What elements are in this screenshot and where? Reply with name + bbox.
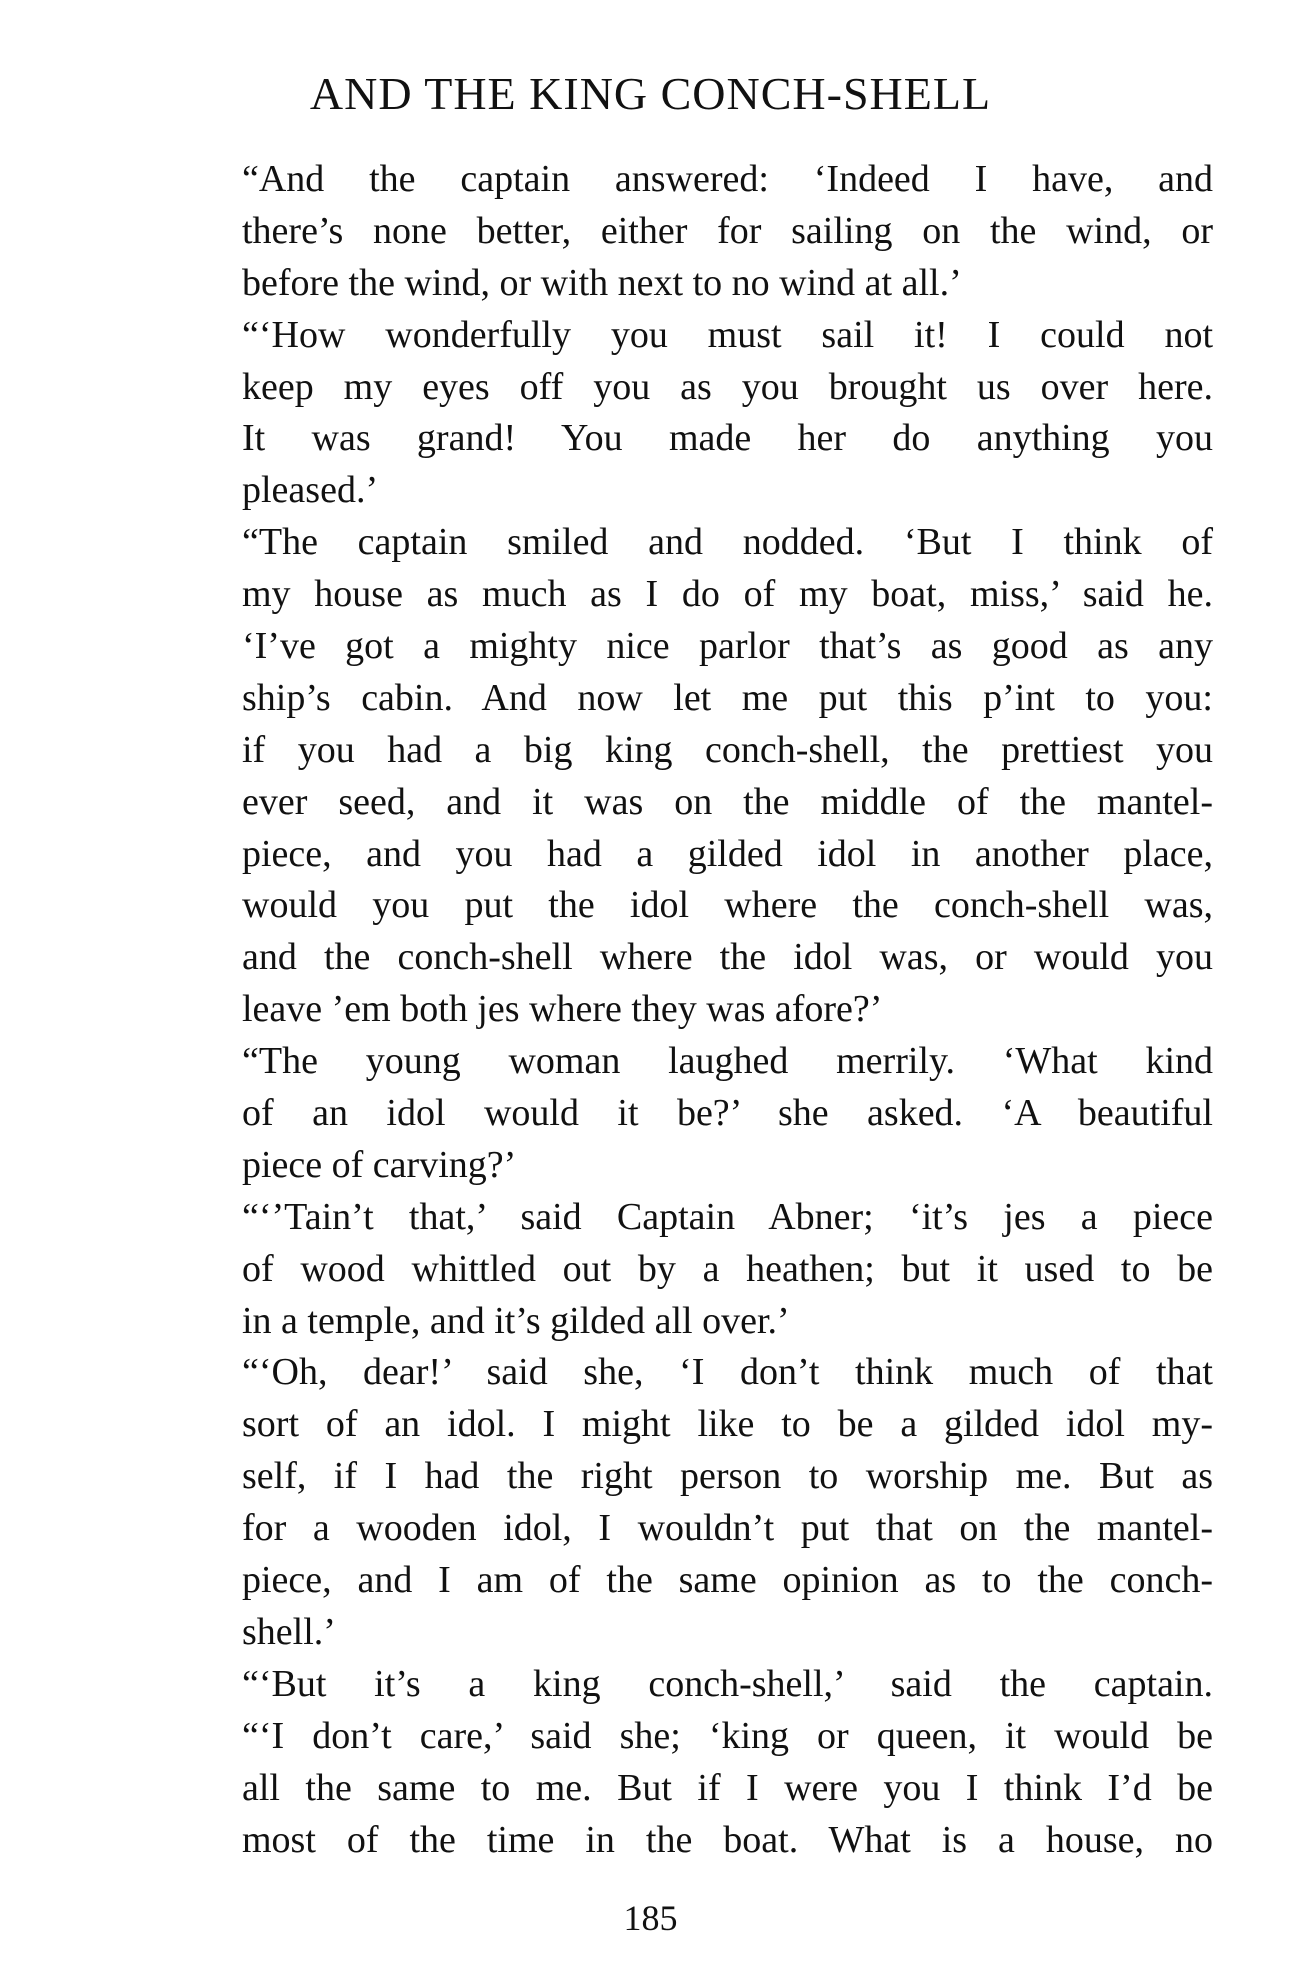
text-line: piece, and I am of the same opinion as to the conch- [242, 1559, 1213, 1602]
text-line: ship’s cabin. And now let me put this p’int to you: [242, 676, 1213, 719]
text-line: of wood whittled out by a heathen; but it used to be [242, 1247, 1213, 1290]
text-line: “‘How wonderfully you must sail it! I could not [242, 313, 1213, 356]
text-line: “‘But it’s a king conch-shell,’ said the captain. [242, 1662, 1213, 1705]
text-line: pleased.’ [242, 469, 379, 512]
text-line: there’s none better, either for sailing on the wind, or [242, 209, 1213, 252]
text-line: ‘I’ve got a mighty nice parlor that’s as good as any [242, 625, 1213, 668]
paragraph [206, 1036, 1213, 1192]
text-line: all the same to me. But if I were you I think I’d be [242, 1766, 1213, 1809]
text-line: ever seed, and it was on the middle of the mantel- [242, 780, 1213, 823]
text-line: of an idol would it be?’ she asked. ‘A beautiful [242, 1092, 1213, 1135]
text-line: “And the captain answered: ‘Indeed I have, and [242, 158, 1213, 200]
text-line: “‘I don’t care,’ said she; ‘king or queen, it would be [242, 1714, 1213, 1757]
text-line: self, if I had the right person to worship me. But as [242, 1455, 1213, 1498]
text-line: “The young woman laughed merrily. ‘What kind [242, 1040, 1213, 1083]
text-line: if you had a big king conch-shell, the prettiest you [242, 728, 1213, 771]
text-line: piece, and you had a gilded idol in another place, [242, 832, 1213, 875]
text-line: in a temple, and it’s gilded all over.’ [242, 1299, 790, 1342]
paragraph [206, 517, 1213, 1036]
paragraph [206, 310, 1213, 518]
text-line: and the conch-shell where the idol was, or would you [242, 936, 1213, 979]
text-line: sort of an idol. I might like to be a gilded idol my- [242, 1403, 1213, 1446]
paragraph [206, 1659, 1213, 1711]
text-line: most of the time in the boat. What is a house, no [242, 1818, 1213, 1861]
text-line: my house as much as I do of my boat, miss,’ said he. [242, 573, 1213, 616]
text-line: shell.’ [242, 1610, 336, 1653]
text-line: keep my eyes off you as you brought us over here. [242, 365, 1213, 408]
paragraph [206, 1192, 1213, 1348]
text-line: “The captain smiled and nodded. ‘But I think of [242, 521, 1213, 564]
text-line: piece of carving?’ [242, 1143, 517, 1186]
text-line: “‘’Tain’t that,’ said Captain Abner; ‘it’s jes a piece [242, 1195, 1213, 1238]
paragraph [206, 1347, 1213, 1658]
body-text [206, 154, 1213, 1866]
paragraph [206, 154, 1213, 310]
page-number: 185 [623, 1898, 678, 1938]
text-line: would you put the idol where the conch-shell was, [242, 884, 1213, 927]
text-line: It was grand! You made her do anything you [242, 417, 1213, 460]
text-line: before the wind, or with next to no wind at all.’ [242, 261, 962, 304]
text-line: for a wooden idol, I wouldn’t put that on the mantel- [242, 1507, 1213, 1550]
text-line: “‘Oh, dear!’ said she, ‘I don’t think much of that [242, 1351, 1213, 1394]
running-head: AND THE KING CONCH-SHELL [309, 68, 992, 119]
paragraph [206, 1711, 1213, 1867]
text-line: leave ’em both jes where they was afore?’ [242, 988, 883, 1031]
